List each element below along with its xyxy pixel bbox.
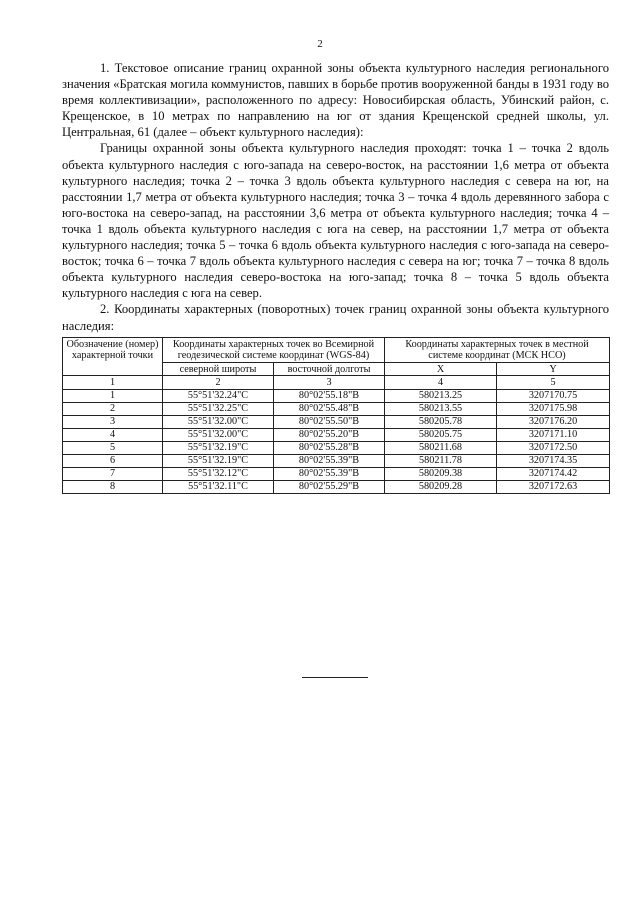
page-number: 2 — [317, 38, 323, 50]
y-cell: 3207171.10 — [497, 428, 610, 441]
y-cell: 3207176.20 — [497, 415, 610, 428]
coordinates-table — [62, 337, 610, 494]
table-row — [63, 441, 610, 454]
point-number-cell: 7 — [63, 467, 163, 480]
latitude-cell: 55°51'32.00"С — [163, 415, 274, 428]
table-row — [63, 428, 610, 441]
column-number: 3 — [274, 376, 385, 390]
header-point-number: Обозначение (номер) характерной точки — [63, 337, 163, 376]
longitude-cell: 80°02'55.39"В — [274, 467, 385, 480]
document-body — [62, 60, 609, 494]
longitude-cell: 80°02'55.28"В — [274, 441, 385, 454]
x-cell: 580209.28 — [385, 480, 497, 493]
longitude-cell: 80°02'55.20"В — [274, 428, 385, 441]
paragraph-description: 1. Текстовое описание границ охранной зоны объекта культурного наследия регионального значения «Братская могила коммунистов, павших в борьбе против вооруженной банды в 1931 году во время коллективизации», расположенного по адресу: Новосибирская область, Убинский район, с. Крещенское, в 10 метрах по направлению на юг от здания Крещенской средней школы, ул. Центральная, 61 (далее – объект культурного наследия): — [62, 61, 609, 140]
y-cell: 3207172.50 — [497, 441, 610, 454]
column-number: 4 — [385, 376, 497, 390]
longitude-cell: 80°02'55.29"В — [274, 480, 385, 493]
point-number-cell: 6 — [63, 454, 163, 467]
column-number-row — [63, 376, 610, 390]
latitude-cell: 55°51'32.00"С — [163, 428, 274, 441]
header-longitude: восточной долготы — [274, 362, 385, 376]
column-number: 2 — [163, 376, 274, 390]
table-row — [63, 389, 610, 402]
x-cell: 580205.75 — [385, 428, 497, 441]
table-row — [63, 454, 610, 467]
header-wgs84-group: Координаты характерных точек во Всемирной геодезической системе координат (WGS-84) — [163, 337, 385, 362]
x-cell: 580211.68 — [385, 441, 497, 454]
point-number-cell: 5 — [63, 441, 163, 454]
latitude-cell: 55°51'32.25"С — [163, 402, 274, 415]
header-latitude: северной широты — [163, 362, 274, 376]
header-local-system-group: Координаты характерных точек в местной системе координат (МСК НСО) — [385, 337, 610, 362]
y-cell: 3207172.63 — [497, 480, 610, 493]
table-row — [63, 467, 610, 480]
x-cell: 580209.38 — [385, 467, 497, 480]
latitude-cell: 55°51'32.19"С — [163, 454, 274, 467]
column-number: 1 — [63, 376, 163, 390]
header-y: Y — [497, 362, 610, 376]
table-row — [63, 415, 610, 428]
longitude-cell: 80°02'55.39"В — [274, 454, 385, 467]
x-cell: 580213.55 — [385, 402, 497, 415]
point-number-cell: 2 — [63, 402, 163, 415]
point-number-cell: 4 — [63, 428, 163, 441]
longitude-cell: 80°02'55.50"В — [274, 415, 385, 428]
table-row — [63, 402, 610, 415]
y-cell: 3207170.75 — [497, 389, 610, 402]
x-cell: 580211.78 — [385, 454, 497, 467]
point-number-cell: 3 — [63, 415, 163, 428]
y-cell: 3207174.42 — [497, 467, 610, 480]
latitude-cell: 55°51'32.24"С — [163, 389, 274, 402]
point-number-cell: 8 — [63, 480, 163, 493]
header-x: X — [385, 362, 497, 376]
x-cell: 580213.25 — [385, 389, 497, 402]
latitude-cell: 55°51'32.11"С — [163, 480, 274, 493]
paragraph-boundaries: Границы охранной зоны объекта культурного наследия проходят: точка 1 – точка 2 вдоль объекта культурного наследия с юго-запада на северо-восток, на расстоянии 1,6 метра от объекта культурного наследия; точка 2 – точка 3 вдоль объекта культурного наследия с севера на юг, на расстоянии 1,7 метра от объекта культурного наследия; точка 3 – точка 4 вдоль деревянного забора с юго-востока на северо-запад, на расстоянии 3,6 метра от объекта культурного наследия; точка 4 – точка 1 вдоль объекта культурного наследия с юга на север, на расстоянии 1,7 метра от объекта культурного наследия; точка 5 – точка 6 вдоль объекта культурного наследия с юго-запада на северо-восток; точка 6 – точка 7 вдоль объекта культурного наследия с севера на юг; точка 7 – точка 8 вдоль объекта культурного наследия северо-востока на юго-запад; точка 8 – точка 5 вдоль объекта культурного наследия с юга на север. — [62, 141, 609, 301]
y-cell: 3207174.35 — [497, 454, 610, 467]
table-row — [63, 480, 610, 493]
latitude-cell: 55°51'32.12"С — [163, 467, 274, 480]
paragraph-coordinates-intro: 2. Координаты характерных (поворотных) точек границ охранной зоны объекта культурного наследия: — [62, 302, 609, 333]
end-of-document-line — [302, 677, 368, 678]
latitude-cell: 55°51'32.19"С — [163, 441, 274, 454]
y-cell: 3207175.98 — [497, 402, 610, 415]
column-number: 5 — [497, 376, 610, 390]
point-number-cell: 1 — [63, 389, 163, 402]
x-cell: 580205.78 — [385, 415, 497, 428]
longitude-cell: 80°02'55.48"В — [274, 402, 385, 415]
longitude-cell: 80°02'55.18"В — [274, 389, 385, 402]
